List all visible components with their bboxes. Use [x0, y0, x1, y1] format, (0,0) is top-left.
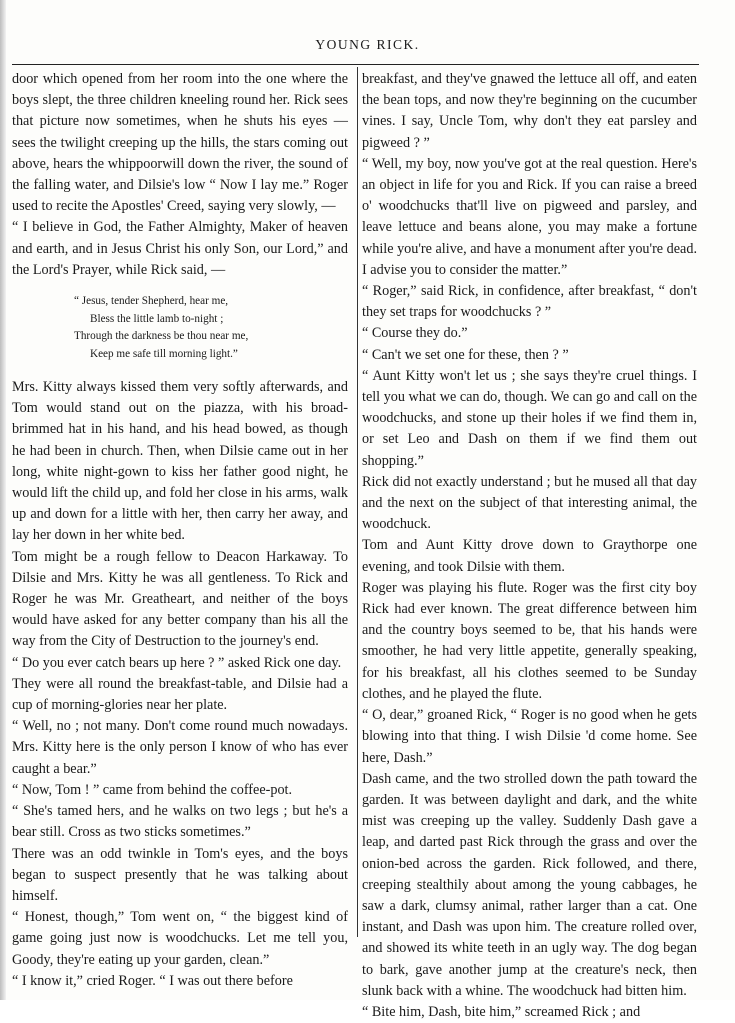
- verse-line: Keep me safe till morning light.”: [90, 347, 238, 360]
- paragraph: door which opened from her room into the one where the boys slept, the three children kneeling round her. Rick sees that picture now sometimes, when he shuts his eyes — sees the twilight creeping up the hills, the stars coming out above, hears the whippoorwill down the river, the sound of the falling water, and Dilsie's low “ Now I lay me.” Roger used to recite the Apostles' Creed, saying very slowly, —: [12, 71, 348, 215]
- paragraph: “ I believe in God, the Father Almighty, Maker of heaven and earth, and in Jesus Christ his only Son, our Lord,” and the Lord's Prayer, while Rick said, —: [12, 219, 348, 278]
- page-edge-shadow: [0, 0, 6, 1000]
- paragraph: Rick did not exactly understand ; but he mused all that day and the next on the subject of that interesting animal, the woodchuck.: [362, 473, 697, 533]
- paragraph: “ Aunt Kitty won't let us ; she says they're cruel things. I tell you what we can do, though. We can go and call on the woodchucks, and stone up their holes if we find them in, or set Leo and Dash on them if we find them out shopping.”: [362, 367, 697, 469]
- left-column: [12, 69, 348, 992]
- verse-line: Bless the little lamb to-night ;: [90, 312, 224, 325]
- verse-line: “ Jesus, tender Shepherd, hear me,: [74, 295, 229, 308]
- paragraph: “ Bite him, Dash, bite him,” screamed Rick ; and: [362, 1003, 641, 1020]
- paragraph: “ O, dear,” groaned Rick, “ Roger is no good when he gets blowing into that thing. I wish Dilsie 'd come home. See here, Dash.”: [362, 707, 697, 766]
- paragraph: Tom might be a rough fellow to Deacon Harkaway. To Dilsie and Mrs. Kitty he was all gentleness. To Rick and Roger he was Mr. Greatheart, and neither of the boys would have asked for any better company than his all the way from the City of Destruction to the journey's end.: [12, 548, 348, 650]
- header-rule: [12, 64, 699, 65]
- paragraph: “ Can't we set one for these, then ? ”: [362, 346, 569, 363]
- paragraph: “ Well, no ; not many. Don't come round much nowadays. Mrs. Kitty here is the only person I know of who has ever caught a bear.”: [12, 718, 348, 777]
- column-divider: [357, 67, 358, 937]
- paragraph: Dash came, and the two strolled down the path toward the garden. It was between daylight and dark, and the white mist was creeping up the valley. Suddenly Dash gave a leap, and darted past Rick through the grass and over the onion-bed across the garden. Rick followed, and there, creeping stealthily about among the young cabbages, he saw a dark, clumsy animal, rather larger than a cat. One instant, and Dash was upon him. The creature rolled over, and showed its white teeth in an ugly way. The dog began to bark, gave another jump at the creature's neck, then slunk back with a whine. The woodchuck had bitten him.: [362, 770, 697, 999]
- verse-line: Through the darkness be thou near me,: [74, 330, 249, 343]
- paragraph: Mrs. Kitty always kissed them very softly afterwards, and Tom would stand out on the piazza, with his broad-brimmed hat in his hand, and his head bowed, as though he had been in church. Then, when Dilsie came out in her long, white night-gown to kiss her father good night, he would lift the child up, and fold her close in his arms, walk up and down for a little with her, then carry her away, and lay her down in her white bed.: [12, 379, 348, 544]
- paragraph: breakfast, and they've gnawed the lettuce all off, and eaten the bean tops, and now they're beginning on the cucumber vines. I say, Uncle Tom, why don't they eat parsley and pigweed ? ”: [362, 71, 697, 151]
- running-title: YOUNG RICK.: [315, 37, 420, 52]
- paragraph: They were all round the breakfast-table, and Dilsie had a cup of morning-glories near her plate.: [12, 675, 348, 714]
- paragraph: “ Course they do.”: [362, 325, 468, 342]
- right-column: [362, 69, 697, 1023]
- paragraph: “ She's tamed hers, and he walks on two legs ; but he's a bear still. Cross as two sticks sometimes.”: [12, 803, 348, 841]
- paragraph: There was an odd twinkle in Tom's eyes, and the boys began to suspect presently that he was talking about himself.: [12, 845, 348, 904]
- paragraph: “ Roger,” said Rick, in confidence, after breakfast, “ don't they set traps for woodchucks ? ”: [362, 283, 697, 321]
- paragraph: “ Do you ever catch bears up here ? ” asked Rick one day.: [12, 654, 342, 671]
- paragraph: “ Honest, though,” Tom went on, “ the biggest kind of game going just now is woodchucks. Let me tell you, Goody, they're eating up your garden, clean.”: [12, 909, 348, 968]
- paragraph: “ Now, Tom ! ” came from behind the coffee-pot.: [12, 781, 293, 798]
- paragraph: “ Well, my boy, now you've got at the real question. Here's an object in life for you and Rick. If you can raise a breed o' woodchucks that'll live on pigweed and parsley, and leave lettuce and beans alone, you may make a fortune while you're alive, and have a monument after you're dead. I advise you to consider the matter.”: [362, 155, 697, 278]
- hymn-verse: [74, 293, 348, 363]
- paragraph: Tom and Aunt Kitty drove down to Graythorpe one evening, and took Dilsie with them.: [362, 537, 697, 575]
- paragraph: “ I know it,” cried Roger. “ I was out there before: [12, 972, 293, 989]
- paragraph: Roger was playing his flute. Roger was the first city boy Rick had ever known. The great difference between him and the country boys seemed to be, that his hands were smoother, he had very little appetite, generally speaking, for his breakfast, all his clothes seemed to be Sunday clothes, and he played the flute.: [362, 579, 697, 702]
